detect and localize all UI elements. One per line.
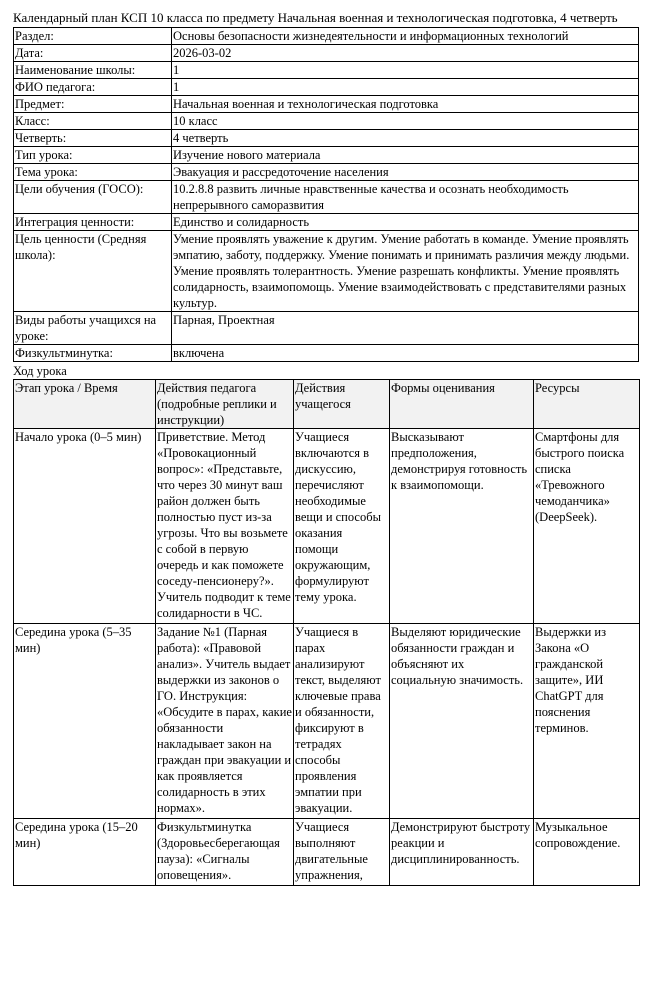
info-label: Цели обучения (ГОСО): — [14, 181, 172, 214]
info-value: Начальная военная и технологическая подготовка — [172, 96, 639, 113]
info-row — [14, 28, 639, 45]
table-cell: Учащиеся выполняют двигательные упражнения, — [294, 819, 390, 886]
info-value: 1 — [172, 62, 639, 79]
info-label: Предмет: — [14, 96, 172, 113]
info-label: Цель ценности (Средняя школа): — [14, 231, 172, 312]
info-value: Парная, Проектная — [172, 312, 639, 345]
table-cell: Физкультминутка (Здоровьесберегающая пауза): «Сигналы оповещения». — [156, 819, 294, 886]
info-value: 10.2.8.8 развить личные нравственные качества и осознать необходимость непрерывного саморазвития — [172, 181, 639, 214]
info-label: Четверть: — [14, 130, 172, 147]
column-header: Действия учащегося — [294, 380, 390, 429]
document-title: Календарный план КСП 10 класса по предмету Начальная военная и технологическая подготовка, 4 четверть — [13, 10, 618, 25]
info-label: Раздел: — [14, 28, 172, 45]
table-cell: Высказывают предположения, демонстрируя готовность к взаимопомощи. — [390, 429, 534, 624]
table-cell: Выдержки из Закона «О гражданской защите», ИИ ChatGPT для пояснения терминов. — [534, 624, 640, 819]
info-row — [14, 312, 639, 345]
info-label: Класс: — [14, 113, 172, 130]
table-cell: Смартфоны для быстрого поиска списка «Тревожного чемоданчика» (DeepSeek). — [534, 429, 640, 624]
info-row — [14, 164, 639, 181]
table-row — [14, 429, 640, 624]
info-label: Тип урока: — [14, 147, 172, 164]
column-header: Действия педагога (подробные реплики и инструкции) — [156, 380, 294, 429]
info-value: 1 — [172, 79, 639, 96]
info-row — [14, 62, 639, 79]
info-row — [14, 147, 639, 164]
table-cell: Выделяют юридические обязанности граждан и объясняют их социальную значимость. — [390, 624, 534, 819]
info-label: ФИО педагога: — [14, 79, 172, 96]
table-cell: Учащиеся в парах анализируют текст, выделяют ключевые права и обязанности, фиксируют в тетрадях способы проявления эмпатии при эвакуации. — [294, 624, 390, 819]
lesson-flow-label: Ход урока — [13, 364, 67, 378]
table-cell: Демонстрируют быстроту реакции и дисциплинированность. — [390, 819, 534, 886]
info-label: Виды работы учащихся на уроке: — [14, 312, 172, 345]
info-label: Наименование школы: — [14, 62, 172, 79]
info-label: Физкультминутка: — [14, 345, 172, 362]
info-value: Эвакуация и рассредоточение населения — [172, 164, 639, 181]
info-label: Интеграция ценности: — [14, 214, 172, 231]
info-label: Тема урока: — [14, 164, 172, 181]
info-value: Изучение нового материала — [172, 147, 639, 164]
table-row — [14, 819, 640, 886]
info-row — [14, 96, 639, 113]
column-header: Ресурсы — [534, 380, 640, 429]
info-value: 4 четверть — [172, 130, 639, 147]
info-row — [14, 214, 639, 231]
table-cell: Музыкальное сопровождение. — [534, 819, 640, 886]
info-row — [14, 231, 639, 312]
lesson-info-table — [13, 27, 639, 362]
info-row — [14, 181, 639, 214]
table-cell: Приветствие. Метод «Провокационный вопрос»: «Представьте, что через 30 минут ваш район должен быть полностью пуст из-за угрозы. Что вы возьмете с собой в первую очередь и как поможете соседу-пенсионеру?». Учитель подводит к теме солидарности в ЧС. — [156, 429, 294, 624]
column-header: Формы оценивания — [390, 380, 534, 429]
table-cell: Учащиеся включаются в дискуссию, перечисляют необходимые вещи и способы оказания помощи окружающим, формулируют тему урока. — [294, 429, 390, 624]
info-row — [14, 130, 639, 147]
info-label: Дата: — [14, 45, 172, 62]
document-page — [13, 10, 639, 886]
info-row — [14, 113, 639, 130]
table-row — [14, 624, 640, 819]
info-value: Единство и солидарность — [172, 214, 639, 231]
info-row — [14, 345, 639, 362]
column-header: Этап урока / Время — [14, 380, 156, 429]
info-value: 10 класс — [172, 113, 639, 130]
info-row — [14, 79, 639, 96]
lesson-flow-table — [13, 379, 640, 886]
table-cell: Задание №1 (Парная работа): «Правовой анализ». Учитель выдает выдержки из законов о ГО. Инструкция: «Обсудите в парах, какие обязанности накладывает закон на граждан при эвакуации и как проявляется солидарность в этих нормах». — [156, 624, 294, 819]
table-cell: Начало урока (0–5 мин) — [14, 429, 156, 624]
info-value: Основы безопасности жизнедеятельности и информационных технологий — [172, 28, 639, 45]
info-value: Умение проявлять уважение к другим. Умение работать в команде. Умение проявлять эмпатию, заботу, поддержку. Умение понимать и принимать различия между людьми. Умение проявлять толерантность. Умение разрешать конфликты. Умение проявлять солидарность, взаимопомощь. Умение взаимодействовать с представителями разных культур. — [172, 231, 639, 312]
info-row — [14, 45, 639, 62]
table-cell: Середина урока (15–20 мин) — [14, 819, 156, 886]
info-value: включена — [172, 345, 639, 362]
table-cell: Середина урока (5–35 мин) — [14, 624, 156, 819]
info-value: 2026-03-02 — [172, 45, 639, 62]
